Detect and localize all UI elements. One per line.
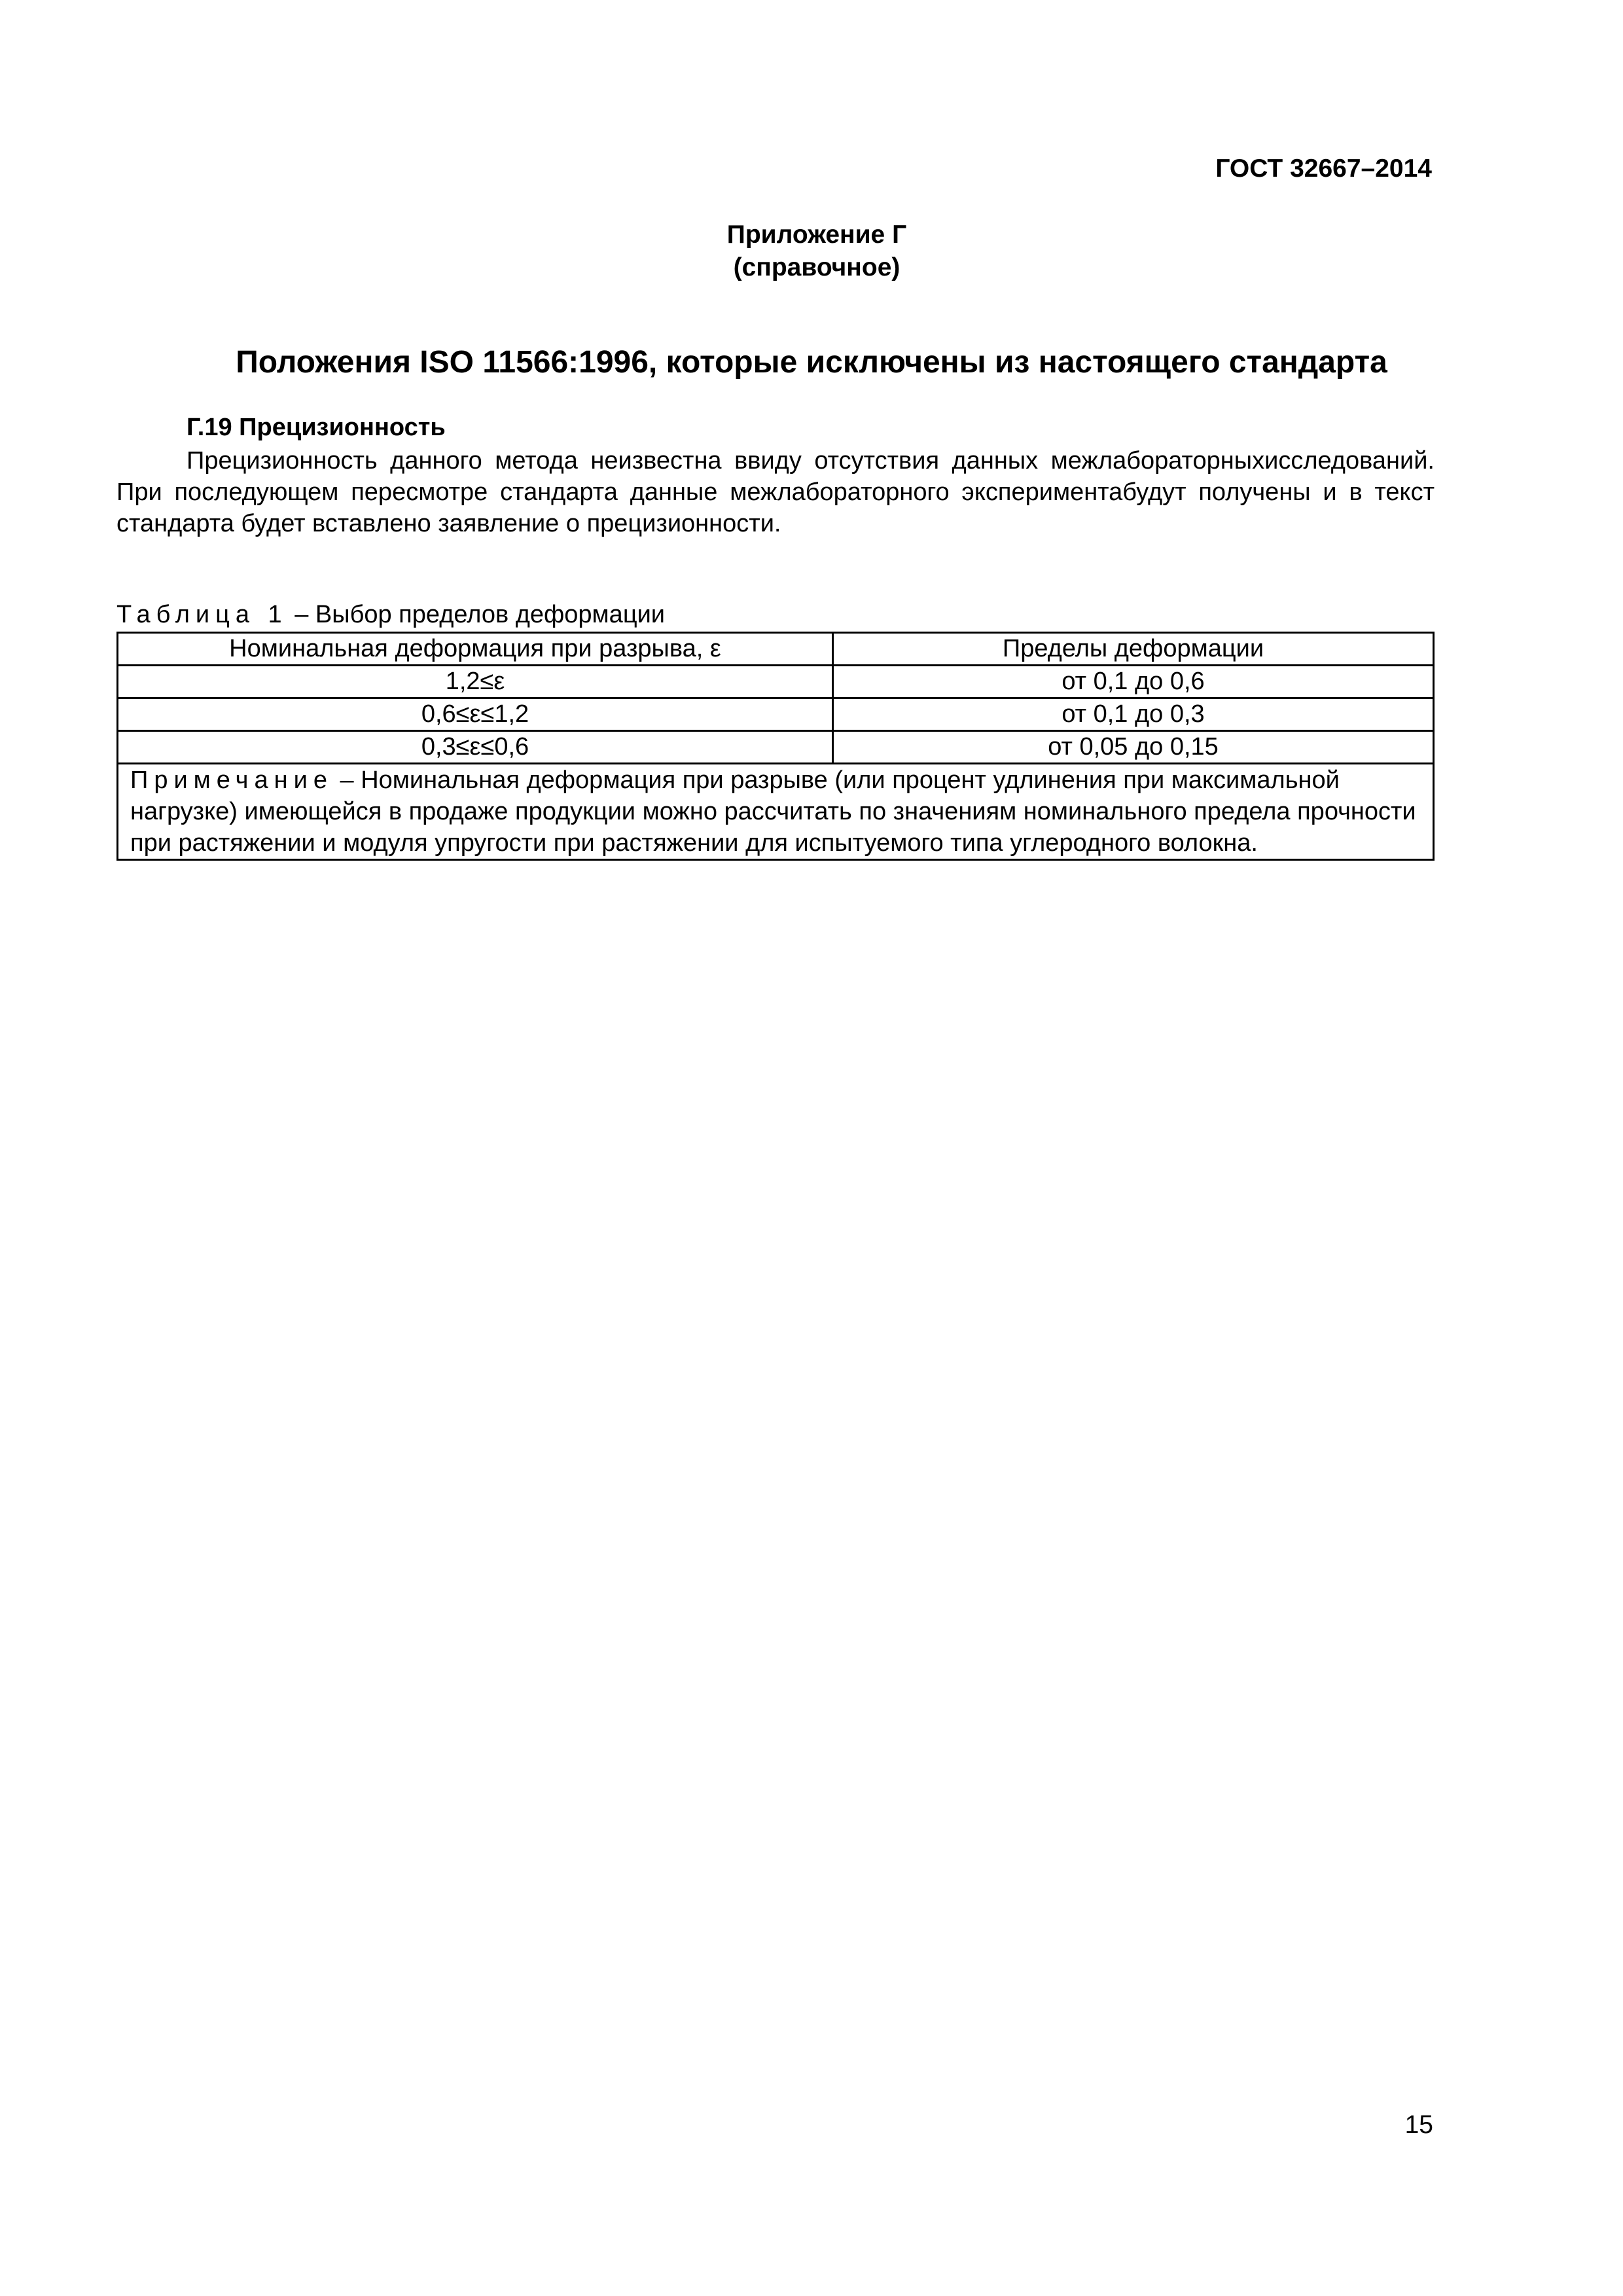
table-row	[118, 731, 1434, 764]
table-note	[118, 764, 1434, 860]
column-header-deformation-limits: Пределы деформации	[833, 633, 1434, 666]
deformation-limits-table	[116, 632, 1435, 861]
appendix-title: Приложение Г	[726, 221, 907, 249]
table-cell-deformation: 0,3≤ε≤0,6	[118, 731, 833, 764]
table-cell-deformation: 0,6≤ε≤1,2	[118, 698, 833, 731]
appendix-subtitle: (справочное)	[733, 253, 901, 281]
table-cell-limits: от 0,1 до 0,6	[833, 666, 1434, 698]
column-header-nominal-deformation: Номинальная деформация при разрыва, ε	[118, 633, 833, 666]
document-code: ГОСТ 32667–2014	[1215, 154, 1432, 183]
table-caption	[116, 601, 665, 629]
table-note-text: – Номинальная деформация при разрыве (или процент удлинения при максимальной нагрузке) имеющейся в продаже продукции можно рассчитать по значениям номинального предела прочности при растяжении и модуля упругости при растяжении для испытуемого типа углеродного волокна.	[130, 766, 1416, 857]
appendix-header	[0, 219, 1623, 284]
table-cell-deformation: 1,2≤ε	[118, 666, 833, 698]
table-row	[118, 698, 1434, 731]
table-cell-limits: от 0,1 до 0,3	[833, 698, 1434, 731]
table-note-row	[118, 764, 1434, 860]
section-title: Г.19 Прецизионность	[187, 414, 446, 441]
table-note-label: Примечание	[130, 766, 333, 794]
table-cell-limits: от 0,05 до 0,15	[833, 731, 1434, 764]
section-paragraph: Прецизионность данного метода неизвестна ввиду отсутствия данных межлабораторныхисследований. При последующем пересмотре стандарта данные межлабораторного экспериментабудут получены и в текст стандарта будет вставлено заявление о прецизионности.	[116, 447, 1435, 537]
table-caption-label: Таблица 1	[116, 601, 288, 628]
table-header-row	[118, 633, 1434, 666]
table-row	[118, 666, 1434, 698]
page-number: 15	[1404, 2111, 1433, 2139]
table-caption-text: – Выбор пределов деформации	[287, 601, 666, 628]
main-heading: Положения ISO 11566:1996, которые исключены из настоящего стандарта	[236, 345, 1387, 380]
